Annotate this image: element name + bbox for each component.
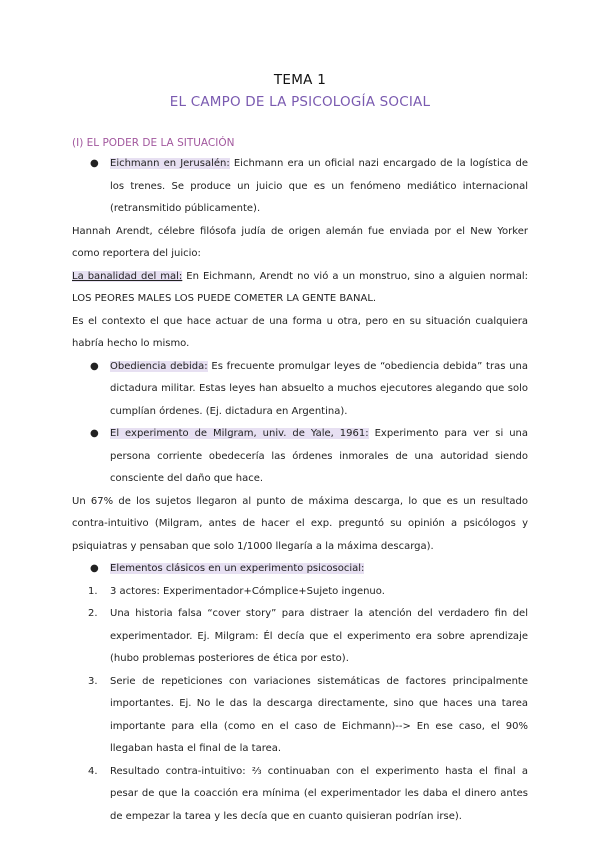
bullet-eichmann bbox=[72, 153, 528, 221]
list-item-text: 3 actores: Experimentador+Cómplice+Sujeto ingenuo. bbox=[110, 585, 385, 597]
list-item bbox=[72, 581, 528, 604]
list-item-number: 1. bbox=[88, 585, 98, 597]
bullet-eichmann-label: Eichmann en Jerusalén: bbox=[110, 158, 230, 169]
bullet-obediencia-text: Es frecuente promulgar leyes de “obediencia debida” tras una dictadura militar. Estas leyes han absuelto a muchos ejecutores alegando que solo cumplían órdenes. (Ej. dictadura en Argentina). bbox=[110, 360, 528, 417]
list-item-text: Serie de repeticiones con variaciones sistemáticas de factores principalmente importantes. Ej. No le das la descarga directamente, sino que haces una tarea importante para ella (como en el caso de Eichmann)--> En ese caso, el 90% llegaban hasta el final de la tarea. bbox=[110, 675, 528, 754]
list-item bbox=[72, 761, 528, 829]
bullet-dot-icon: ● bbox=[90, 158, 99, 169]
document-subtitle: EL CAMPO DE LA PSICOLOGÍA SOCIAL bbox=[169, 94, 431, 110]
bullet-dot-icon: ● bbox=[90, 360, 99, 372]
paragraph-arendt: Hannah Arendt, célebre filósofa judía de origen alemán fue enviada por el New Yorker como reportera del juicio: bbox=[72, 225, 528, 259]
list-item bbox=[72, 671, 528, 761]
paragraph-banalidad-text: En Eichmann, Arendt no vió a un monstruo, sino a alguien normal: LOS PEORES MALES LOS PUEDE COMETER LA GENTE BANAL. bbox=[72, 270, 528, 304]
bullet-elementos-label: Elementos clásicos en un experimento psicosocial: bbox=[110, 563, 365, 574]
bullet-milgram bbox=[72, 423, 528, 491]
bullet-dot-icon: ● bbox=[90, 563, 99, 574]
list-item-number: 2. bbox=[88, 608, 98, 619]
list-item-text: Resultado contra-intuitivo: ⅔ continuaban con el experimento hasta el final a pesar de que la coacción era mínima (el experimentador les daba el dinero antes de empezar la tarea y les decía que en cuanto quisieran podrían irse). bbox=[110, 765, 528, 822]
bullet-milgram-text: Experimento para ver si una persona corriente obedecería las órdenes inmorales de una autoridad siendo consciente del daño que hace. bbox=[110, 428, 529, 484]
paragraph-contexto: Es el contexto el que hace actuar de una forma u otra, pero en su situación cualquiera habría hecho lo mismo. bbox=[72, 315, 528, 349]
bullet-obediencia-label: Obediencia debida: bbox=[110, 360, 208, 372]
paragraph-banalidad-label: La banalidad del mal: bbox=[72, 270, 183, 282]
bullet-dot-icon: ● bbox=[90, 428, 99, 439]
list-item-number: 4. bbox=[88, 765, 98, 777]
bullet-obediencia bbox=[72, 356, 528, 424]
document-title: TEMA 1 bbox=[273, 72, 327, 88]
list-item-text: Una historia falsa “cover story” para distraer la atención del verdadero fin del experimentador. Ej. Milgram: Él decía que el experimento era sobre aprendizaje (hubo problemas posteriores de ética por esto). bbox=[110, 608, 528, 664]
section-heading: (I) EL PODER DE LA SITUACIÓN bbox=[72, 137, 235, 149]
list-item-number: 3. bbox=[88, 675, 98, 687]
bullet-elementos bbox=[72, 558, 528, 581]
bullet-milgram-label: El experimento de Milgram, univ. de Yale, 1961: bbox=[110, 428, 369, 439]
document-body bbox=[72, 153, 528, 828]
paragraph-resultado: Un 67% de los sujetos llegaron al punto de máxima descarga, lo que es un resultado contra-intuitivo (Milgram, antes de hacer el exp. preguntó su opinión a psicólogos y psiquiatras y pensaban que solo 1/1000 llegaría a la máxima descarga). bbox=[72, 495, 528, 552]
paragraph-banalidad bbox=[72, 266, 528, 311]
list-item bbox=[72, 603, 528, 671]
bullet-eichmann-text: Eichmann era un oficial nazi encargado de la logística de los trenes. Se produce un juicio que es un fenómeno mediático internacional (retransmitido públicamente). bbox=[110, 158, 528, 214]
